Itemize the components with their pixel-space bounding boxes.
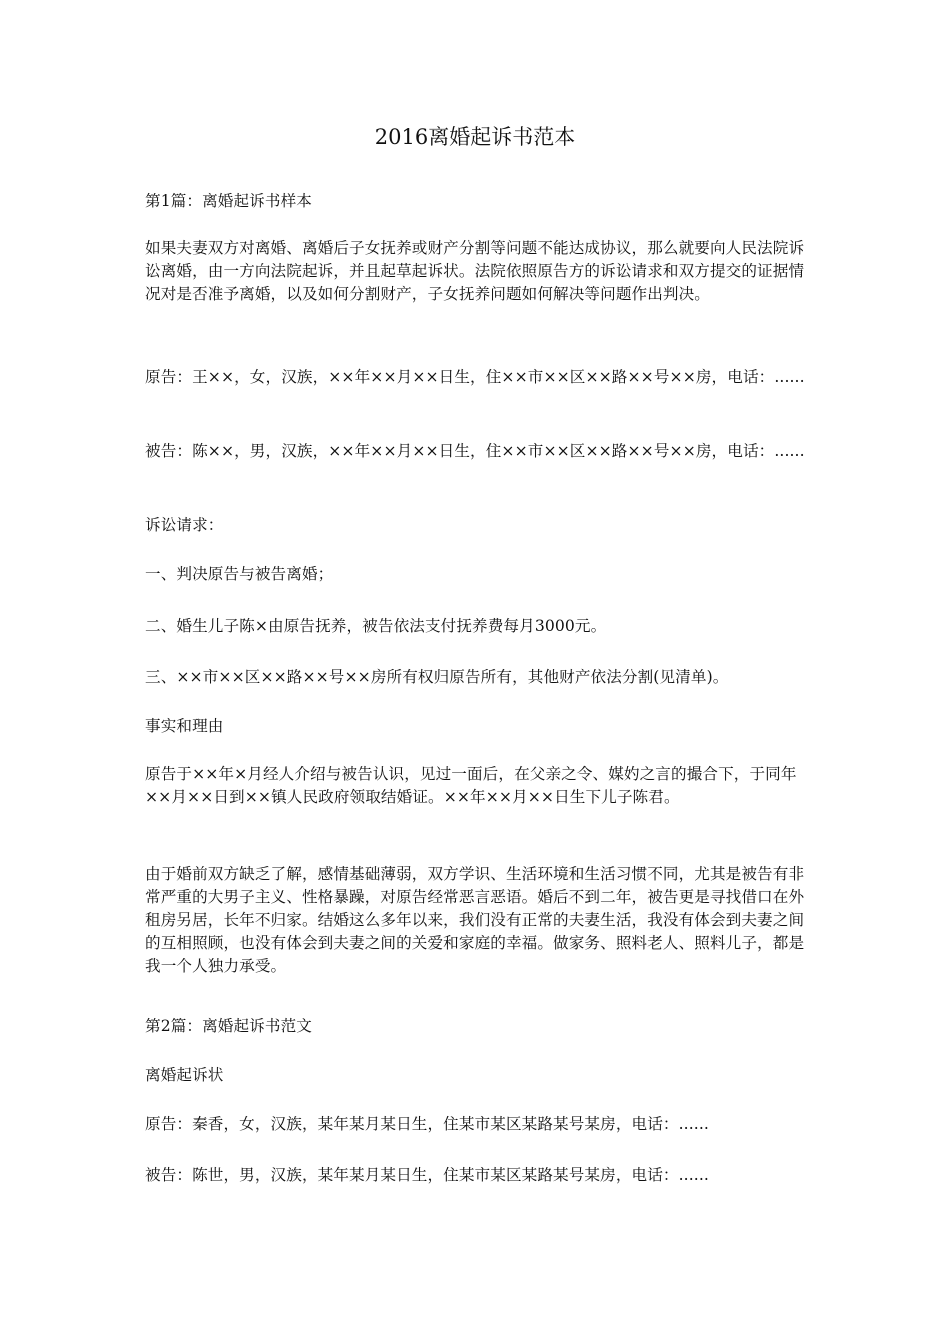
- defendant-info-2: 被告：陈世，男，汉族，某年某月某日生，住某市某区某路某号某房，电话：......: [145, 1166, 709, 1184]
- section-heading-2: 第2篇：离婚起诉书范文: [145, 1017, 312, 1035]
- claims-heading: 诉讼请求：: [145, 516, 224, 534]
- facts-paragraph-1: 原告于××年×月经人介绍与被告认识，见过一面后，在父亲之令、媒妁之言的撮合下，于同年××月××日到××镇人民政府领取结婚证。××年××月××日生下儿子陈君。: [145, 765, 797, 806]
- plaintiff-info: 原告：王××，女，汉族，××年××月××日生，住××市××区××路××号××房，电话：......: [145, 368, 805, 386]
- intro-paragraph: 如果夫妻双方对离婚、离婚后子女抚养或财产分割等问题不能达成协议，那么就要向人民法院诉讼离婚，由一方向法院起诉，并且起草起诉状。法院依照原告方的诉讼请求和双方提交的证据情况对是否准予离婚，以及如何分割财产，子女抚养问题如何解决等问题作出判决。: [145, 239, 805, 303]
- claim-item-1: 一、判决原告与被告离婚；: [145, 565, 334, 583]
- document-title: 2016离婚起诉书范本: [374, 125, 576, 149]
- claim-item-2: 二、婚生儿子陈×由原告抚养，被告依法支付抚养费每月3000元。: [145, 617, 607, 635]
- claim-item-3: 三、××市××区××路××号××房所有权归原告所有，其他财产依法分割(见清单)。: [145, 668, 729, 686]
- section-heading-1: 第1篇：离婚起诉书样本: [145, 192, 312, 210]
- defendant-info: 被告：陈××，男，汉族，××年××月××日生，住××市××区××路××号××房，电话：......: [145, 442, 805, 460]
- facts-heading: 事实和理由: [145, 717, 224, 735]
- complaint-heading: 离婚起诉状: [145, 1066, 224, 1084]
- plaintiff-info-2: 原告：秦香，女，汉族，某年某月某日生，住某市某区某路某号某房，电话：......: [145, 1115, 709, 1133]
- facts-paragraph-2: 由于婚前双方缺乏了解，感情基础薄弱，双方学识、生活环境和生活习惯不同，尤其是被告有非常严重的大男子主义、性格暴躁，对原告经常恶言恶语。婚后不到二年，被告更是寻找借口在外租房另居，长年不归家。结婚这么多年以来，我们没有正常的夫妻生活，我没有体会到夫妻之间的互相照顾，也没有体会到夫妻之间的关爱和家庭的幸福。做家务、照料老人、照料儿子，都是我一个人独力承受。: [145, 865, 805, 975]
